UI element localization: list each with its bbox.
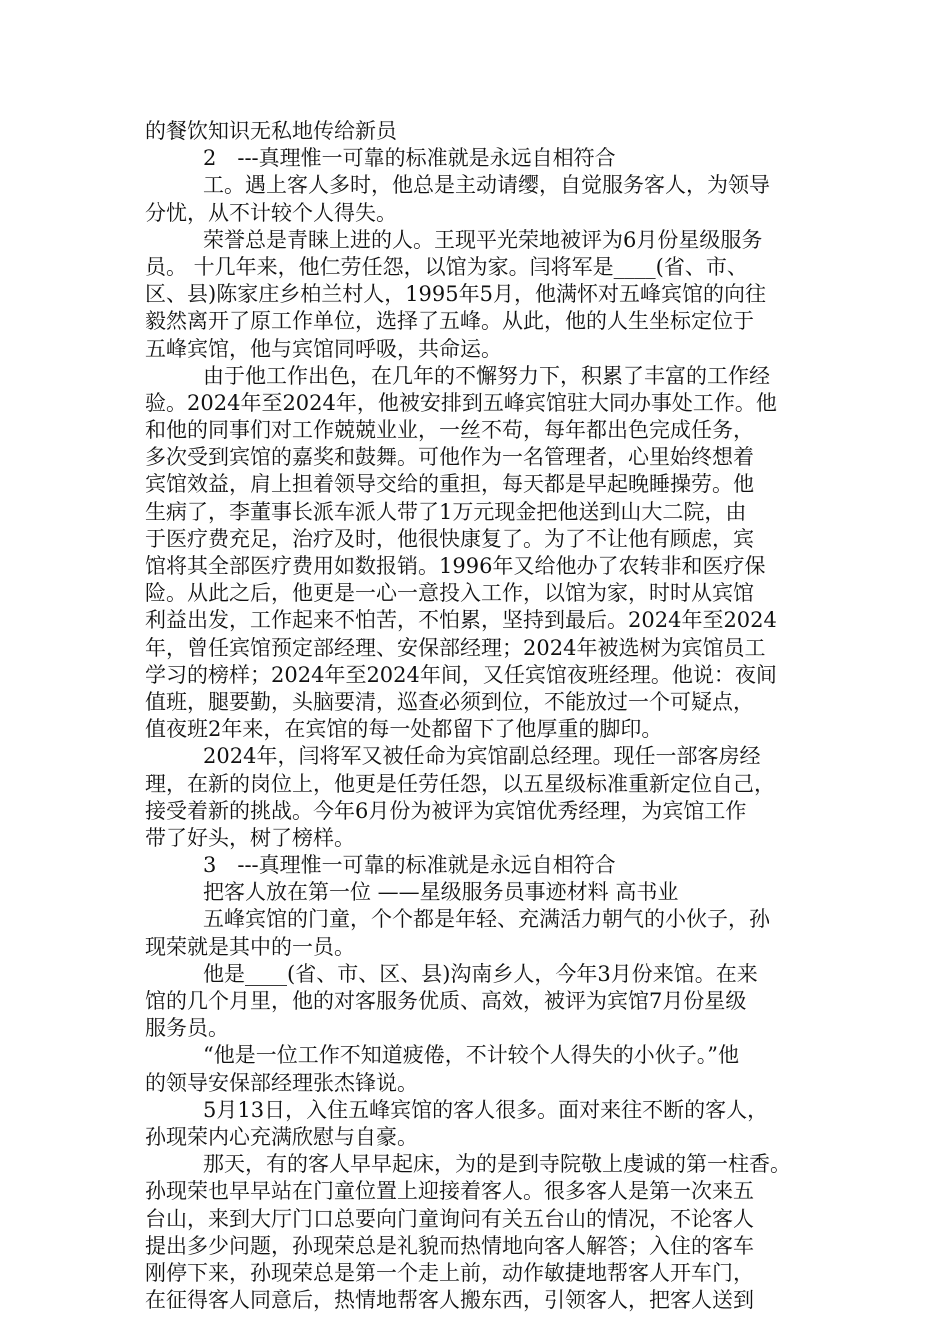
text-line: 值夜班2年来，在宾馆的每一处都留下了他厚重的脚印。 — [145, 717, 663, 742]
text-line: 生病了，李董事长派车派人带了1万元现金把他送到山大二院，由 — [145, 499, 747, 524]
text-line: 工。遇上客人多时，他总是主动请缨，自觉服务客人，为领导 — [203, 173, 770, 198]
text-line: 值班，腿要勤，头脑要清，巡查必须到位，不能放过一个可疑点， — [145, 689, 754, 714]
text-line: 五峰宾馆的门童，个个都是年轻、充满活力朝气的小伙子，孙 — [203, 907, 770, 932]
text-line: 馆将其全部医疗费用如数报销。1996年又给他办了农转非和医疗保 — [145, 554, 766, 578]
text-line: 区、县)陈家庄乡柏兰村人，1995年5月，他满怀对五峰宾馆的向往 — [145, 282, 766, 307]
text-line: 刚停下来，孙现荣总是第一个走上前，动作敏捷地帮客人开车门， — [145, 1260, 754, 1285]
text-line: 利益出发，工作起来不怕苦，不怕累，坚持到最后。2024年至2024 — [145, 608, 777, 633]
text-line: 馆的几个月里，他的对客服务优质、高效，被评为宾馆7月份星级 — [145, 989, 747, 1013]
text-line: 3 ---真理惟一可靠的标准就是永远自相符合 — [203, 853, 616, 878]
text-line: 在征得客人同意后，热情地帮客人搬东西，引领客人，把客人送到 — [145, 1288, 754, 1313]
text-line: 那天，有的客人早早起床，为的是到寺院敬上虔诚的第一柱香。 — [203, 1152, 791, 1177]
text-line: 宾馆效益，肩上担着领导交给的重担，每天都是早起晚睡操劳。他 — [145, 472, 754, 497]
text-line: 荣誉总是青睐上进的人。王现平光荣地被评为6月份星级服务 — [203, 227, 763, 252]
text-line: 服务员。 — [145, 1016, 229, 1041]
text-line: 的餐饮知识无私地传给新员 — [145, 119, 397, 143]
text-line: 2 ---真理惟一可靠的标准就是永远自相符合 — [203, 146, 616, 171]
text-line: 孙现荣也早早站在门童位置上迎接着客人。很多客人是第一次来五 — [145, 1179, 754, 1204]
text-line: 毅然离开了原工作单位，选择了五峰。从此，他的人生坐标定位于 — [145, 309, 754, 334]
text-line: 学习的榜样；2024年至2024年间，又任宾馆夜班经理。他说：夜间 — [145, 662, 777, 687]
text-line: 把客人放在第一位 ——星级服务员事迹材料 高书业 — [203, 880, 679, 905]
text-line: 带了好头，树了榜样。 — [145, 825, 355, 850]
text-line: 员。 十几年来，他仁劳任怨，以馆为家。闫将军是____(省、市、 — [145, 254, 748, 279]
document-body — [145, 118, 810, 1314]
text-line: 险。从此之后，他更是一心一意投入工作，以馆为家，时时从宾馆 — [145, 581, 754, 606]
text-line: 由于他工作出色，在几年的不懈努力下，积累了丰富的工作经 — [203, 363, 770, 388]
text-line: 五峰宾馆，他与宾馆同呼吸，共命运。 — [145, 336, 502, 361]
text-line: 分忧，从不计较个人得失。 — [145, 200, 397, 225]
text-line: 的领导安保部经理张杰锋说。 — [145, 1070, 418, 1095]
text-line: 孙现荣内心充满欣慰与自豪。 — [145, 1124, 418, 1149]
text-line: 台山，来到大厅门口总要向门童询问有关五台山的情况，不论客人 — [145, 1206, 754, 1231]
text-line: 提出多少问题，孙现荣总是礼貌而热情地向客人解答；入住的客车 — [145, 1233, 754, 1258]
text-line: 他是____(省、市、区、县)沟南乡人，今年3月份来馆。在来 — [203, 961, 758, 986]
text-line: 于医疗费充足，治疗及时，他很快康复了。为了不让他有顾虑，宾 — [145, 526, 754, 551]
text-line: 2024年，闫将军又被任命为宾馆副总经理。现任一部客房经 — [203, 744, 761, 769]
text-line: 现荣就是其中的一员。 — [145, 934, 355, 959]
text-line: 接受着新的挑战。今年6月份为被评为宾馆优秀经理，为宾馆工作 — [145, 798, 747, 823]
text-line: 理，在新的岗位上，他更是任劳任怨，以五星级标准重新定位自己， — [145, 771, 775, 796]
text-line: 多次受到宾馆的嘉奖和鼓舞。可他作为一名管理者，心里始终想着 — [145, 445, 754, 470]
text-line: 和他的同事们对工作兢兢业业，一丝不苟，每年都出色完成任务， — [145, 418, 754, 443]
text-line: 年，曾任宾馆预定部经理、安保部经理；2024年被选树为宾馆员工 — [145, 635, 766, 660]
text-line: “他是一位工作不知道疲倦，不计较个人得失的小伙子。”他 — [203, 1043, 739, 1068]
text-line: 验。2024年至2024年，他被安排到五峰宾馆驻大同办事处工作。他 — [145, 390, 777, 415]
text-line: 5月13日，入住五峰宾馆的客人很多。面对来往不断的客人， — [203, 1097, 769, 1122]
